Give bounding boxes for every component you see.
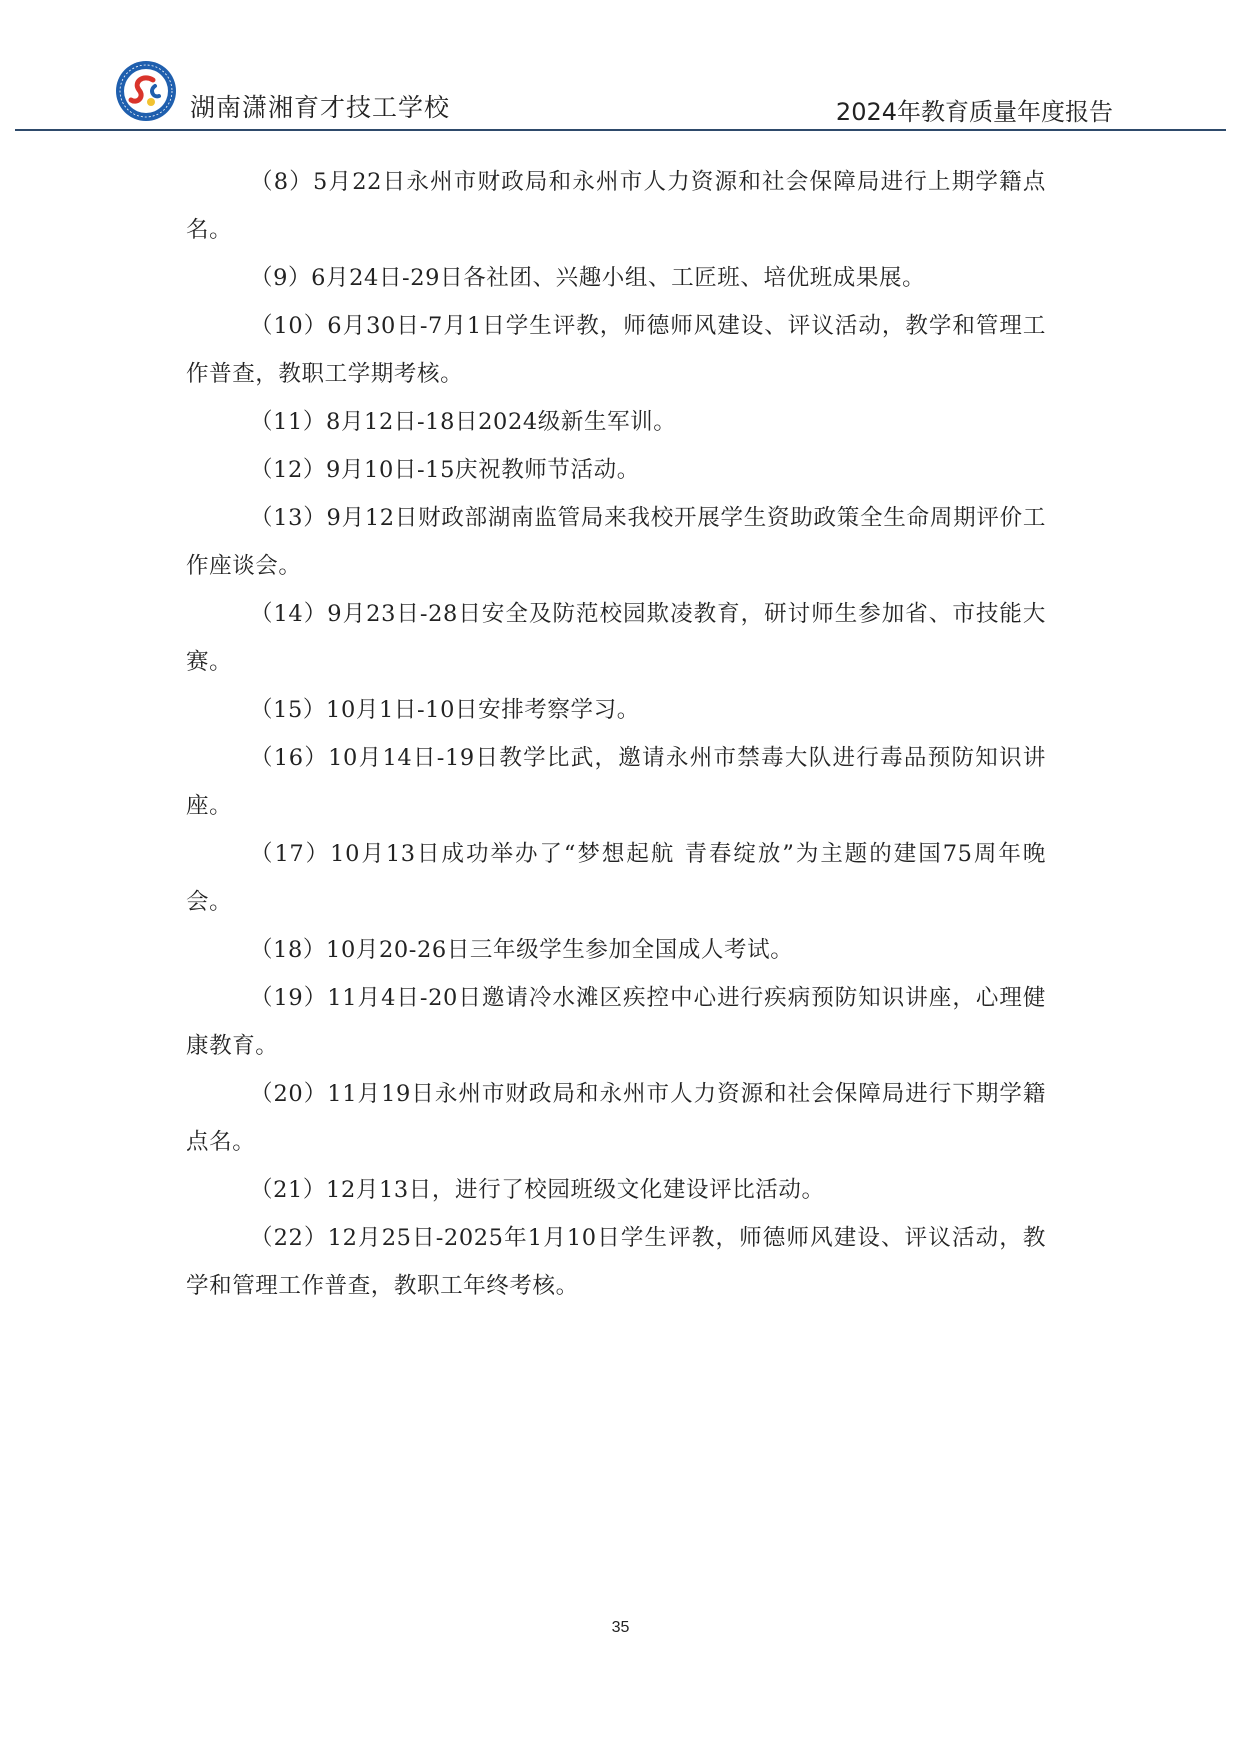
list-item: （10）6月30日-7月1日学生评教，师德师风建设、评议活动，教学和管理工作普查，教职工学期考核。	[186, 313, 1046, 387]
list-item: （19）11月4日-20日邀请冷水滩区疾控中心进行疾病预防知识讲座，心理健康教育。	[186, 985, 1046, 1059]
list-item: （15）10月1日-10日安排考察学习。	[250, 697, 640, 723]
list-item: （18）10月20-26日三年级学生参加全国成人考试。	[250, 937, 794, 963]
list-item: （16）10月14日-19日教学比武，邀请永州市禁毒大队进行毒品预防知识讲座。	[186, 745, 1046, 819]
list-item: （14）9月23日-28日安全及防范校园欺凌教育，研讨师生参加省、市技能大赛。	[186, 601, 1046, 675]
page-number: 35	[611, 1619, 630, 1636]
list-item: （12）9月10日-15庆祝教师节活动。	[250, 457, 640, 483]
list-item: （13）9月12日财政部湖南监管局来我校开展学生资助政策全生命周期评价工作座谈会。	[186, 505, 1046, 579]
body-text	[186, 158, 1046, 1310]
list-item: （22）12月25日-2025年1月10日学生评教，师德师风建设、评议活动，教学和管理工作普查，教职工年终考核。	[186, 1225, 1046, 1299]
list-item: （11）8月12日-18日2024级新生军训。	[250, 409, 677, 435]
header-divider	[15, 129, 1226, 131]
list-item: （21）12月13日，进行了校园班级文化建设评比活动。	[250, 1177, 825, 1203]
list-item: （9）6月24日-29日各社团、兴趣小组、工匠班、培优班成果展。	[250, 265, 926, 291]
page-header	[0, 0, 1241, 135]
list-item: （17）10月13日成功举办了“梦想起航 青春绽放”为主题的建国75周年晚会。	[186, 841, 1046, 915]
list-item: （20）11月19日永州市财政局和永州市人力资源和社会保障局进行下期学籍点名。	[186, 1081, 1046, 1155]
school-logo-icon	[115, 60, 177, 122]
report-title: 2024年教育质量年度报告	[835, 98, 1113, 126]
list-item: （8）5月22日永州市财政局和永州市人力资源和社会保障局进行上期学籍点名。	[186, 169, 1046, 243]
school-name: 湖南潇湘育才技工学校	[190, 93, 451, 122]
